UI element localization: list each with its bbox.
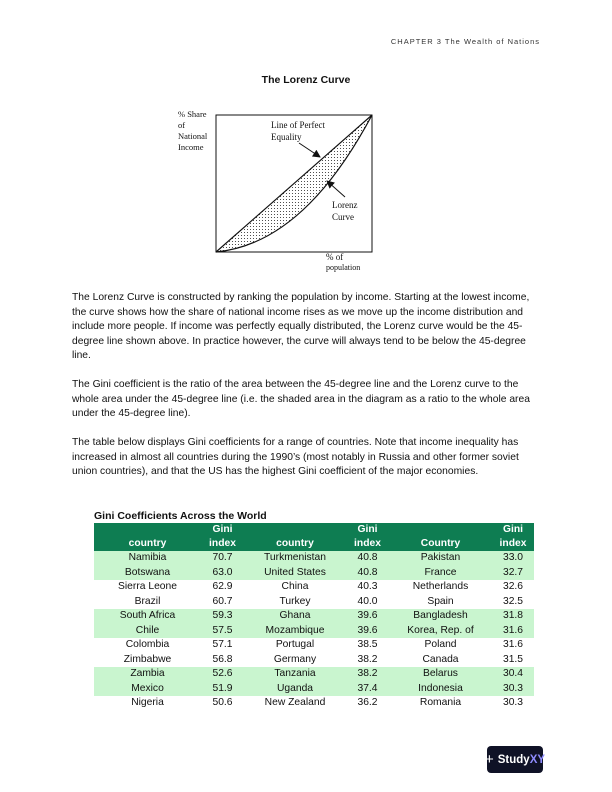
chapter-header: CHAPTER 3 The Wealth of Nations bbox=[390, 37, 540, 46]
table-row bbox=[94, 595, 534, 610]
country-cell: Zambia bbox=[94, 667, 201, 682]
country-cell: Tanzania bbox=[244, 667, 346, 682]
gini-index-cell: 39.6 bbox=[346, 624, 389, 639]
gini-index-cell: 38.5 bbox=[357, 639, 378, 650]
table-row bbox=[94, 638, 534, 653]
table-row bbox=[94, 551, 534, 566]
paragraph-lorenz: The Lorenz Curve is constructed by ranking the population by income. Starting at the lowest income, the curve shows how the share of national income rises as we move up the income distribution and include more people. If income was perfectly equally distributed, the Lorenz curve would be the 45-degree line shown above. In practice however, the curve will always tend to be below the 45-degree line. bbox=[72, 292, 530, 362]
country-cell: Mexico bbox=[94, 682, 201, 697]
table-header-top bbox=[94, 523, 534, 536]
gini-index-cell: 38.2 bbox=[346, 667, 389, 682]
lorenz-arrow bbox=[327, 181, 345, 197]
header-cell: index bbox=[346, 536, 389, 551]
table-row bbox=[94, 609, 534, 624]
country-cell: Brazil bbox=[134, 595, 161, 607]
country-cell: Spain bbox=[427, 595, 454, 607]
header-cell bbox=[94, 523, 201, 536]
country-cell: Zimbabwe bbox=[123, 653, 172, 665]
gini-index-cell: 59.3 bbox=[201, 609, 244, 624]
paragraph-table-intro: The table below displays Gini coefficients for a range of countries. Note that income inequality has increased in almost all countries during the 1990’s (most notably in Russia and other former soviet union countries), and that the US has the highest Gini coefficient of the major economies. bbox=[72, 437, 519, 478]
gini-index-cell: 31.6 bbox=[502, 639, 524, 650]
lorenz-annotation: Lorenz Curve bbox=[332, 200, 358, 222]
country-cell: China bbox=[281, 581, 309, 592]
country-cell: Turkey bbox=[279, 595, 311, 607]
gini-index-cell: 38.2 bbox=[357, 653, 378, 665]
country-cell: Korea, Rep. of bbox=[389, 624, 492, 639]
country-cell: Portugal bbox=[275, 639, 315, 650]
gini-index-cell: 31.8 bbox=[492, 609, 534, 624]
equality-annotation: Line of Perfect Equality bbox=[271, 120, 325, 142]
gini-index-cell: 39.6 bbox=[346, 609, 389, 624]
studyxy-logo bbox=[484, 746, 546, 773]
brand-name: StudyXY bbox=[497, 753, 546, 766]
country-cell: Germany bbox=[273, 653, 317, 665]
equality-arrow bbox=[299, 143, 320, 157]
header-cell: Country bbox=[389, 536, 492, 551]
gini-index-cell: 62.9 bbox=[212, 581, 233, 592]
gini-index-cell: 32.5 bbox=[502, 595, 524, 607]
gini-index-cell: 63.0 bbox=[201, 566, 244, 581]
header-cell: Gini bbox=[201, 523, 244, 536]
header-cell: index bbox=[492, 536, 534, 551]
paragraph-gini: The Gini coefficient is the ratio of the area between the 45-degree line and the Lorenz curve to the whole area under the 45-degree line (i.e. the shaded area in the diagram as a ratio to the whole area under the 45-degree line). bbox=[72, 379, 530, 420]
gini-index-cell: 40.0 bbox=[357, 595, 378, 607]
gini-index-cell: 36.2 bbox=[357, 697, 378, 708]
country-cell: New Zealand bbox=[264, 697, 326, 708]
gini-index-cell: 57.5 bbox=[201, 624, 244, 639]
country-cell: Poland bbox=[424, 639, 457, 650]
plus-icon: + bbox=[484, 751, 494, 768]
gini-index-cell: 30.3 bbox=[502, 697, 524, 708]
gini-index-cell: 32.6 bbox=[502, 581, 524, 592]
country-cell: Colombia bbox=[125, 639, 170, 650]
country-cell: Turkmenistan bbox=[244, 551, 346, 566]
x-axis-label: % of population bbox=[326, 252, 361, 272]
gini-index-cell: 37.4 bbox=[346, 682, 389, 697]
y-axis-label: % Share of National Income bbox=[178, 109, 208, 152]
country-cell: France bbox=[389, 566, 492, 581]
table-title: Gini Coefficients Across the World bbox=[94, 510, 267, 522]
country-cell: Bangladesh bbox=[389, 609, 492, 624]
country-cell: Pakistan bbox=[389, 551, 492, 566]
country-cell: Botswana bbox=[94, 566, 201, 581]
header-cell: Gini bbox=[346, 523, 389, 536]
header-cell: index bbox=[201, 536, 244, 551]
country-cell: Mozambique bbox=[244, 624, 346, 639]
gini-index-cell: 56.8 bbox=[212, 653, 233, 665]
gini-index-cell: 40.3 bbox=[357, 581, 378, 592]
figure-title: The Lorenz Curve bbox=[261, 74, 351, 86]
gini-index-cell: 51.9 bbox=[201, 682, 244, 697]
gini-index-cell: 31.5 bbox=[502, 653, 524, 665]
country-cell: Sierra Leone bbox=[118, 581, 177, 592]
header-cell bbox=[244, 523, 346, 536]
country-cell: Indonesia bbox=[389, 682, 492, 697]
country-cell: Romania bbox=[419, 697, 462, 708]
gini-index-cell: 40.8 bbox=[346, 566, 389, 581]
table-row bbox=[94, 667, 534, 682]
country-cell: United States bbox=[244, 566, 346, 581]
gini-index-cell: 31.6 bbox=[492, 624, 534, 639]
gini-table bbox=[94, 523, 534, 711]
country-cell: Nigeria bbox=[131, 697, 164, 708]
gini-index-cell: 40.8 bbox=[346, 551, 389, 566]
gini-index-cell: 60.7 bbox=[212, 595, 233, 607]
gini-index-cell: 52.6 bbox=[201, 667, 244, 682]
gini-index-cell: 33.0 bbox=[492, 551, 534, 566]
country-cell: Canada bbox=[422, 653, 459, 665]
table-header bbox=[94, 536, 534, 551]
table-body bbox=[94, 551, 534, 711]
header-cell: Gini bbox=[492, 523, 534, 536]
gini-index-cell: 70.7 bbox=[201, 551, 244, 566]
header-cell: country bbox=[94, 536, 201, 551]
header-cell bbox=[389, 523, 492, 536]
gini-index-cell: 30.4 bbox=[492, 667, 534, 682]
table-row bbox=[94, 624, 534, 639]
table-row bbox=[94, 566, 534, 581]
gini-index-cell: 30.3 bbox=[492, 682, 534, 697]
table-row bbox=[94, 653, 534, 668]
country-cell: Namibia bbox=[94, 551, 201, 566]
header-cell: country bbox=[244, 536, 346, 551]
country-cell: Chile bbox=[94, 624, 201, 639]
gini-index-cell: 50.6 bbox=[212, 697, 233, 708]
table-row bbox=[94, 580, 534, 595]
country-cell: Netherlands bbox=[412, 581, 469, 592]
gini-index-cell: 57.1 bbox=[212, 639, 233, 650]
country-cell: Ghana bbox=[244, 609, 346, 624]
country-cell: Belarus bbox=[389, 667, 492, 682]
country-cell: South Africa bbox=[94, 609, 201, 624]
table-row bbox=[94, 696, 534, 711]
table-row bbox=[94, 682, 534, 697]
country-cell: Uganda bbox=[244, 682, 346, 697]
gini-index-cell: 32.7 bbox=[492, 566, 534, 581]
lorenz-diagram bbox=[0, 0, 612, 300]
